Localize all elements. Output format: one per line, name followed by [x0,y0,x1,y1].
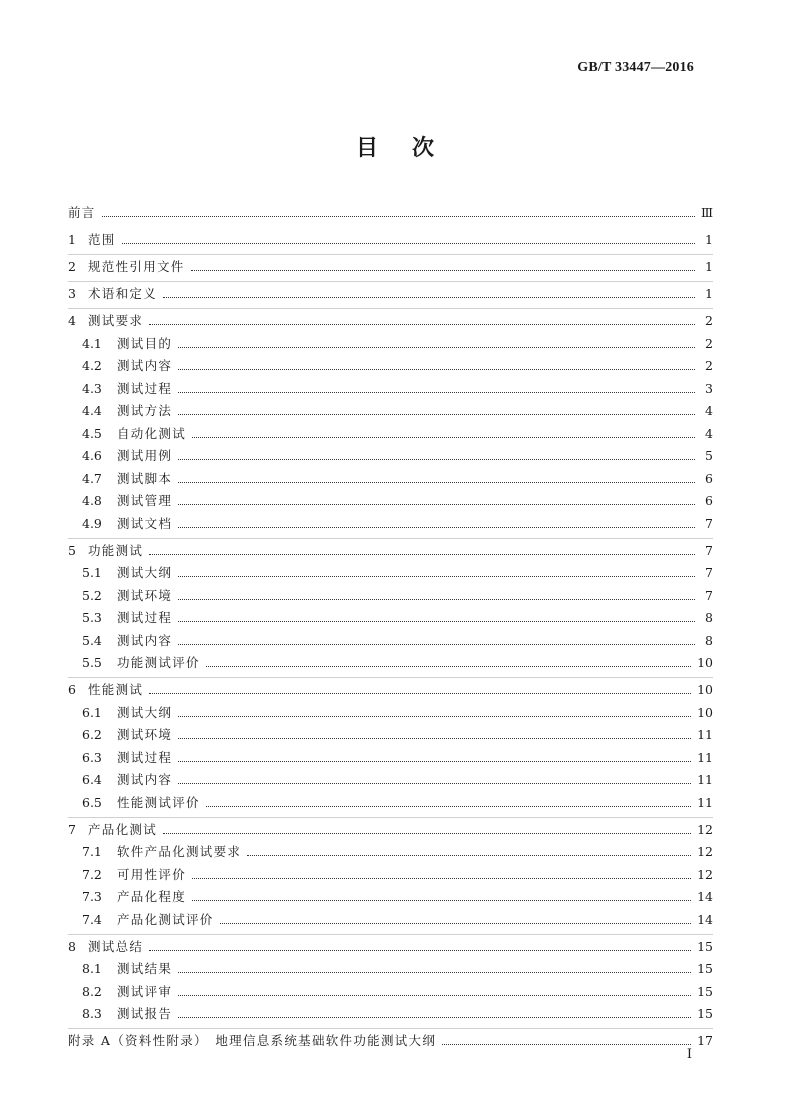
toc-separator [68,281,713,282]
toc-dot-leader [178,599,695,600]
toc-entry-page: 15 [697,938,713,954]
toc-entry[interactable] [68,748,713,768]
toc-entry[interactable] [68,469,713,489]
toc-entry[interactable] [68,446,713,466]
toc-dot-leader [178,576,695,577]
toc-entry[interactable] [68,514,713,534]
toc-separator [68,677,713,678]
toc-entry-number: 7 [68,821,76,837]
toc-entry-page: 4 [705,403,713,418]
toc-entry-page: 6 [705,470,713,486]
toc-entry-label: 测试目的 [117,335,173,351]
toc-entry[interactable] [68,910,713,930]
toc-entry-number: 8.1 [82,961,102,976]
toc-dot-leader [192,900,691,901]
toc-dot-leader [206,666,691,667]
toc-entry[interactable] [68,631,713,651]
toc-dot-leader [178,369,695,370]
toc-entry[interactable] [68,653,713,673]
toc-entry-number: 6.1 [82,704,102,720]
toc-separator [68,538,713,539]
toc-entry-number: 4.8 [82,493,102,508]
toc-dot-leader [247,855,691,856]
toc-dot-leader [163,833,691,834]
toc-entry-number: 5 [68,542,76,558]
toc-entry-label: 附录 A（资料性附录） 地理信息系统基础软件功能测试大纲 [68,1033,437,1048]
toc-entry[interactable] [68,284,713,304]
toc-entry-number: 5.5 [82,655,102,670]
toc-dot-leader [192,878,691,879]
toc-entry[interactable] [68,563,713,583]
toc-entry-label: 测试用例 [117,448,173,463]
toc-dot-leader [191,270,695,271]
toc-entry-number: 5.2 [82,587,102,603]
toc-entry-page: 8 [705,610,713,625]
toc-entry[interactable] [68,937,713,957]
toc-dot-leader [178,972,691,973]
toc-entry-number: 8.2 [82,983,102,999]
toc-entry[interactable] [68,608,713,628]
toc-dot-leader [178,1017,691,1018]
toc-entry[interactable] [68,541,713,561]
toc-entry-label: 性能测试 [88,682,144,697]
footer-page-number: I [686,1047,692,1062]
toc-entry-number: 7.1 [82,844,102,859]
toc-entry-number: 6 [68,682,76,697]
toc-entry-page: 1 [705,286,713,301]
toc-entry[interactable] [68,703,713,723]
toc-entry-label: 测试环境 [117,587,173,603]
toc-entry-page: 10 [697,682,713,697]
toc-entry-label: 软件产品化测试要求 [117,844,242,859]
toc-dot-leader [178,738,691,739]
toc-entry-page: 10 [697,704,713,720]
toc-dot-leader [192,437,695,438]
toc-separator [68,817,713,818]
toc-entry-page: 7 [705,587,713,603]
toc-entry[interactable] [68,356,713,376]
toc-entry-label: 测试报告 [117,1006,173,1021]
toc-entry[interactable] [68,887,713,907]
toc-entry-label: 可用性评价 [117,866,187,882]
standard-code: GB/T 33447—2016 [577,60,694,75]
toc-entry-number: 8.3 [82,1006,102,1021]
toc-entry-label: 测试方法 [117,403,173,418]
toc-separator [68,308,713,309]
toc-entry-page: 14 [697,911,713,927]
toc-entry-page: 2 [705,313,713,328]
toc-entry[interactable] [68,820,713,840]
toc-entry-label: 术语和定义 [88,286,158,301]
toc-entry-number: 5.3 [82,610,102,625]
toc-entry[interactable] [68,311,713,331]
toc-dot-leader [178,995,691,996]
toc-dot-leader [178,621,695,622]
toc-entry-label: 测试过程 [117,380,173,396]
toc-entry-label: 测试过程 [117,610,173,625]
toc-entry-number: 3 [68,286,76,301]
toc-entry-number: 5.4 [82,632,102,648]
toc-entry-label: 测试过程 [117,749,173,765]
toc-dot-leader [149,950,691,951]
toc-entry-number: 6.5 [82,794,102,810]
toc-entry-page: 17 [697,1033,713,1048]
toc-entry-number: 6.2 [82,727,102,742]
toc-entry-label: 测试总结 [88,938,144,954]
toc-entry-label: 测试脚本 [117,470,173,486]
toc-entry-page: 15 [697,961,713,976]
toc-entry-page: 12 [697,821,713,837]
toc-dot-leader [178,644,695,645]
toc-separator [68,1028,713,1029]
toc-dot-leader [122,243,695,244]
toc-entry-label: 测试内容 [117,632,173,648]
toc-entry-page: 6 [705,493,713,508]
toc-entry-number: 7.4 [82,911,102,927]
toc-entry-label: 测试大纲 [117,704,173,720]
toc-entry-page: 2 [705,335,713,351]
toc-separator [68,254,713,255]
toc-entry[interactable] [68,334,713,354]
toc-entry-label: 前言 [68,205,96,220]
toc-dot-leader [149,324,695,325]
toc-entry[interactable] [68,842,713,862]
toc-entry[interactable] [68,725,713,745]
toc-entry[interactable] [68,586,713,606]
toc-entry-page: 12 [697,866,713,882]
toc-entry-page: 1 [705,232,713,247]
toc-entry-number: 1 [68,232,76,247]
toc-entry-page: 11 [697,794,713,810]
toc-entry[interactable] [68,793,713,813]
toc-entry-page: 12 [697,844,713,859]
toc-entry-page: 1 [705,259,713,274]
toc-entry-page: 2 [705,358,713,373]
toc-entry-number: 6.4 [82,772,102,787]
toc-entry[interactable] [68,230,713,250]
toc-dot-leader [178,761,691,762]
toc-entry-page: 7 [705,515,713,531]
toc-entry-number: 4.1 [82,335,102,351]
toc-entry-label: 测试内容 [117,358,173,373]
toc-entry-number: 6.3 [82,749,102,765]
toc-dot-leader [442,1044,691,1045]
toc-entry-label: 测试评审 [117,983,173,999]
toc-entry-label: 性能测试评价 [117,794,200,810]
page-title: 目次 [355,136,468,161]
toc-entry-label: 测试要求 [88,313,144,328]
toc-entry-number: 5.1 [82,565,102,580]
toc-entry-page: 15 [697,983,713,999]
toc-dot-leader [102,216,695,217]
toc-entry-page: 3 [705,380,713,396]
toc-entry-label: 功能测试 [88,542,144,558]
toc-entry-label: 测试结果 [117,961,173,976]
toc-entry-page: 7 [705,565,713,580]
toc-entry-label: 自动化测试 [117,425,187,441]
toc-entry-page: 4 [705,425,713,441]
toc-entry[interactable] [68,982,713,1002]
toc-entry[interactable] [68,257,713,277]
toc-entry-number: 7.2 [82,866,102,882]
toc-entry[interactable] [68,401,713,421]
toc-entry-page: Ⅲ [700,205,713,220]
toc-entry-number: 8 [68,938,76,954]
toc-entry[interactable] [68,491,713,511]
toc-entry-page: 10 [697,655,713,670]
toc-entry-label: 范围 [88,232,116,247]
toc-dot-leader [178,459,695,460]
toc-entry[interactable] [68,1031,713,1051]
toc-entry-label: 规范性引用文件 [88,259,185,274]
toc-dot-leader [178,482,695,483]
toc-entry-number: 4.3 [82,380,102,396]
toc-entry-page: 14 [697,889,713,904]
toc-dot-leader [178,504,695,505]
toc-entry-page: 11 [697,749,713,765]
toc-entry-number: 4.5 [82,425,102,441]
toc-dot-leader [178,414,695,415]
toc-entry[interactable] [68,379,713,399]
toc-entry[interactable] [68,770,713,790]
toc-dot-leader [163,297,695,298]
toc-dot-leader [149,554,695,555]
toc-entry-label: 产品化程度 [117,889,187,904]
toc-entry[interactable] [68,424,713,444]
toc-dot-leader [178,347,695,348]
toc-entry[interactable] [68,865,713,885]
toc-entry[interactable] [68,203,713,223]
toc-entry-page: 11 [697,772,713,787]
toc-entry-page: 5 [705,448,713,463]
toc-entry-number: 4.4 [82,403,102,418]
toc-entry-number: 2 [68,259,76,274]
toc-entry-label: 功能测试评价 [117,655,200,670]
toc-dot-leader [178,527,695,528]
toc-entry-label: 测试内容 [117,772,173,787]
toc-entry[interactable] [68,680,713,700]
toc-entry-page: 11 [697,727,713,742]
toc-entry[interactable] [68,1004,713,1024]
toc-entry-number: 4.7 [82,470,102,486]
toc-entry-number: 4.6 [82,448,102,463]
toc-entry-page: 15 [697,1006,713,1021]
toc-entry[interactable] [68,959,713,979]
toc-entry-page: 8 [705,632,713,648]
toc-separator [68,934,713,935]
toc-entry-label: 产品化测试 [88,821,158,837]
toc-dot-leader [178,783,691,784]
toc-entry-number: 7.3 [82,889,102,904]
toc-entry-number: 4.2 [82,358,102,373]
toc-dot-leader [178,716,691,717]
toc-dot-leader [178,392,695,393]
toc-entry-page: 7 [705,542,713,558]
toc-dot-leader [220,923,691,924]
toc-entry-label: 测试管理 [117,493,173,508]
toc-dot-leader [149,693,691,694]
toc-entry-label: 测试环境 [117,727,173,742]
toc-entry-label: 产品化测试评价 [117,911,214,927]
toc-entry-label: 测试文档 [117,515,173,531]
toc-entry-label: 测试大纲 [117,565,173,580]
toc-entry-number: 4 [68,313,76,328]
toc-entry-number: 4.9 [82,515,102,531]
toc-dot-leader [206,806,691,807]
